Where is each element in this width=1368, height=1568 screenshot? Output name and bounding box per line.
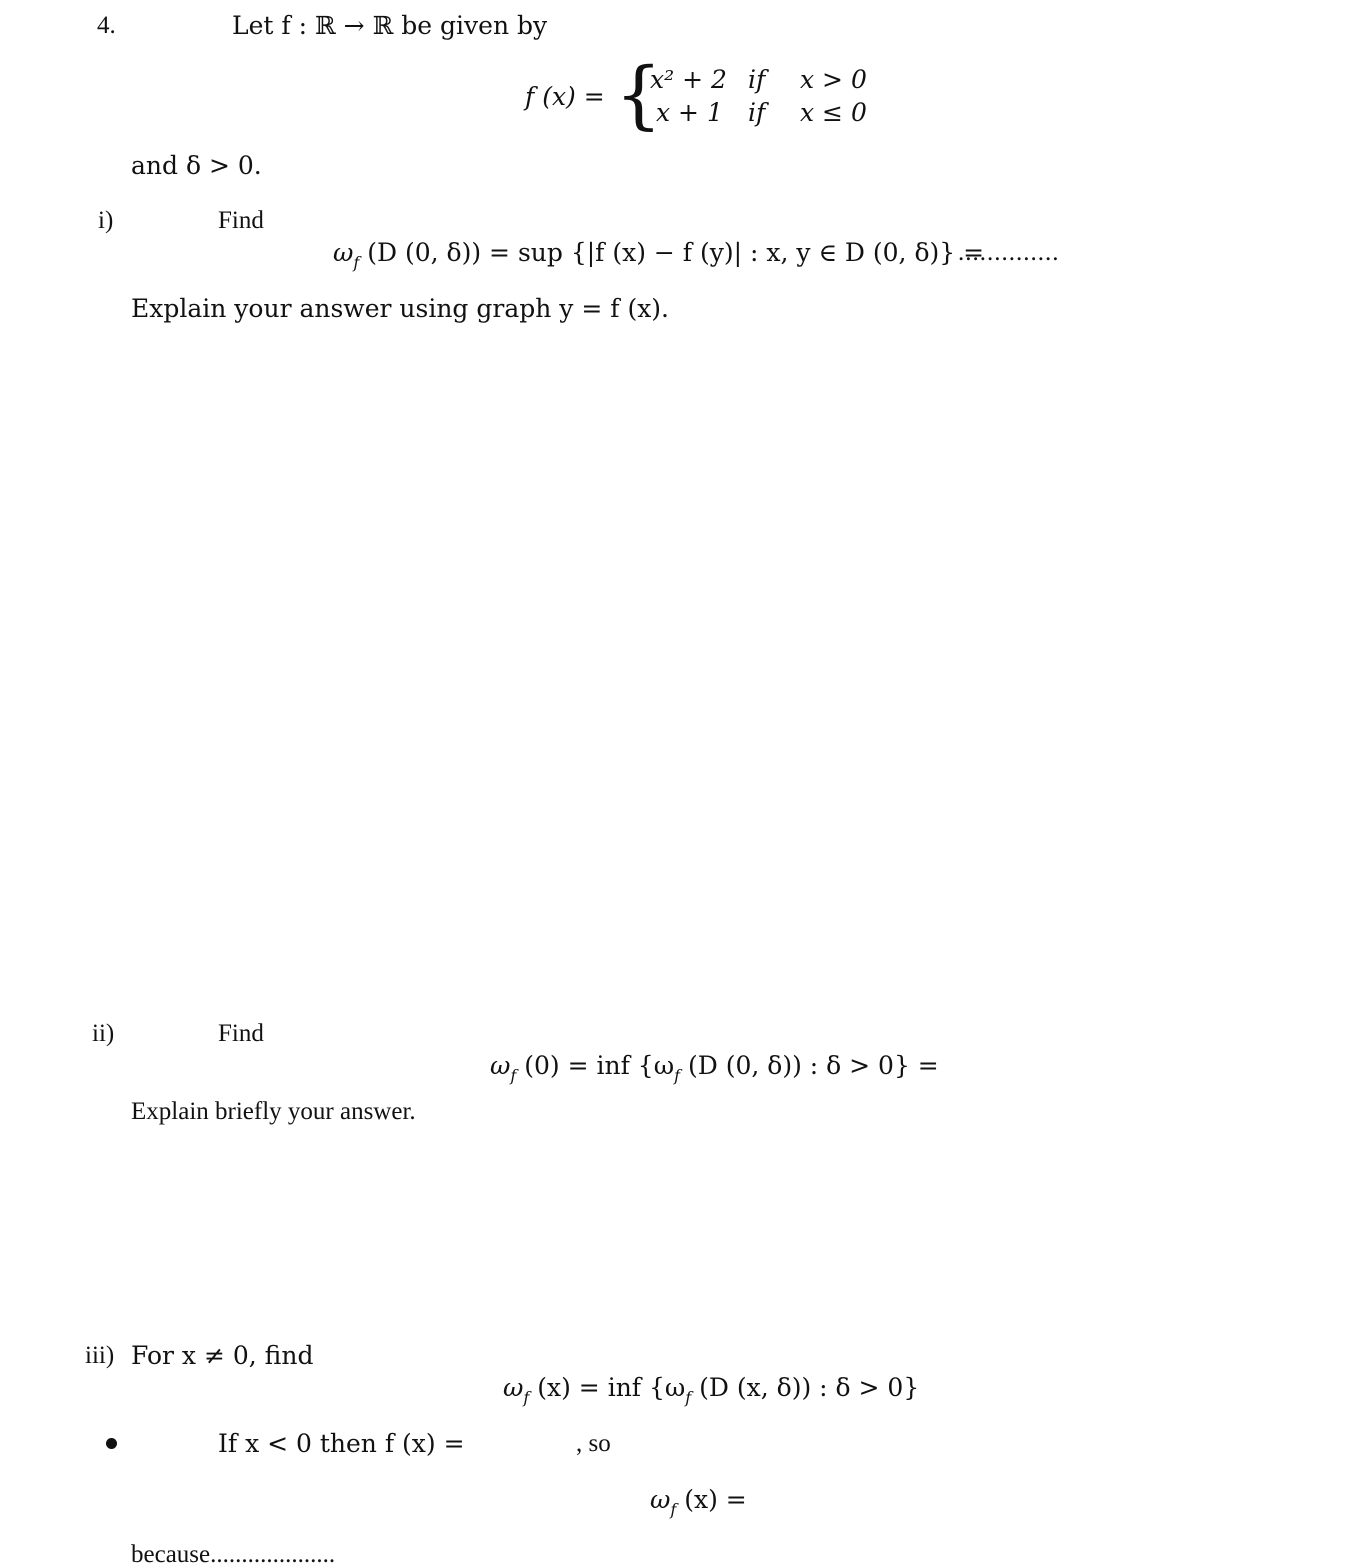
part-i-formula-rest: (D (0, δ)) = sup {|f (x) − f (y)| : x, y ∈ D (0, δ)} = xyxy=(359,238,985,267)
omega-subscript: f xyxy=(523,1388,530,1407)
omega-symbol: ω xyxy=(650,1485,671,1514)
case2-if: if xyxy=(748,98,766,127)
delta-condition: and δ > 0. xyxy=(131,151,262,180)
part-ii-formula-rest1: (0) = inf {ω xyxy=(516,1051,675,1080)
case1-expression: x² + 2 xyxy=(650,65,727,94)
piecewise-brace: { xyxy=(615,52,663,138)
part-i-explain: Explain your answer using graph y = f (x). xyxy=(131,294,670,323)
part-i-label: i) xyxy=(98,207,114,234)
part-i-answer-blank: .............. xyxy=(958,239,1060,266)
part-ii-formula-rest2: (D (0, δ)) : δ > 0} = xyxy=(680,1051,939,1080)
part-ii-explain: Explain briefly your answer. xyxy=(131,1098,416,1125)
omega-subscript: f xyxy=(353,253,360,272)
part-i-formula xyxy=(333,238,985,272)
omega-subscript: f xyxy=(510,1066,517,1085)
part-iii-so-text: , so xyxy=(576,1430,611,1457)
part-iii-label: iii) xyxy=(85,1342,115,1369)
part-iii-instruction: For x ≠ 0, find xyxy=(131,1341,314,1370)
part-iii-formula-rest1: (x) = inf {ω xyxy=(529,1373,686,1402)
omega-symbol: ω xyxy=(333,238,354,267)
case2-condition: x ≤ 0 xyxy=(800,98,867,127)
omega-subscript-2: f xyxy=(685,1388,692,1407)
part-iii-formula-rest2: (D (x, δ)) : δ > 0} xyxy=(691,1373,920,1402)
function-lhs: f (x) = xyxy=(525,82,605,111)
case1-condition: x > 0 xyxy=(800,65,867,94)
part-iii-result xyxy=(650,1485,747,1519)
part-ii-formula xyxy=(490,1051,939,1085)
part-iii-because: because.................... xyxy=(131,1541,336,1568)
part-iii-result-rest: (x) = xyxy=(676,1485,747,1514)
omega-symbol: ω xyxy=(503,1373,524,1402)
omega-symbol: ω xyxy=(490,1051,511,1080)
part-iii-formula xyxy=(503,1373,920,1407)
part-ii-label: ii) xyxy=(92,1020,115,1047)
case2-expression: x + 1 xyxy=(656,98,723,127)
problem-intro: Let f : ℝ → ℝ be given by xyxy=(232,11,548,40)
omega-subscript-2: f xyxy=(674,1066,681,1085)
problem-number: 4. xyxy=(97,12,116,39)
omega-subscript: f xyxy=(670,1500,677,1519)
part-iii-case-text: If x < 0 then f (x) = xyxy=(218,1429,465,1458)
case1-if: if xyxy=(748,65,766,94)
bullet-icon xyxy=(106,1438,117,1449)
part-ii-instruction: Find xyxy=(218,1020,264,1047)
part-i-instruction: Find xyxy=(218,207,264,234)
